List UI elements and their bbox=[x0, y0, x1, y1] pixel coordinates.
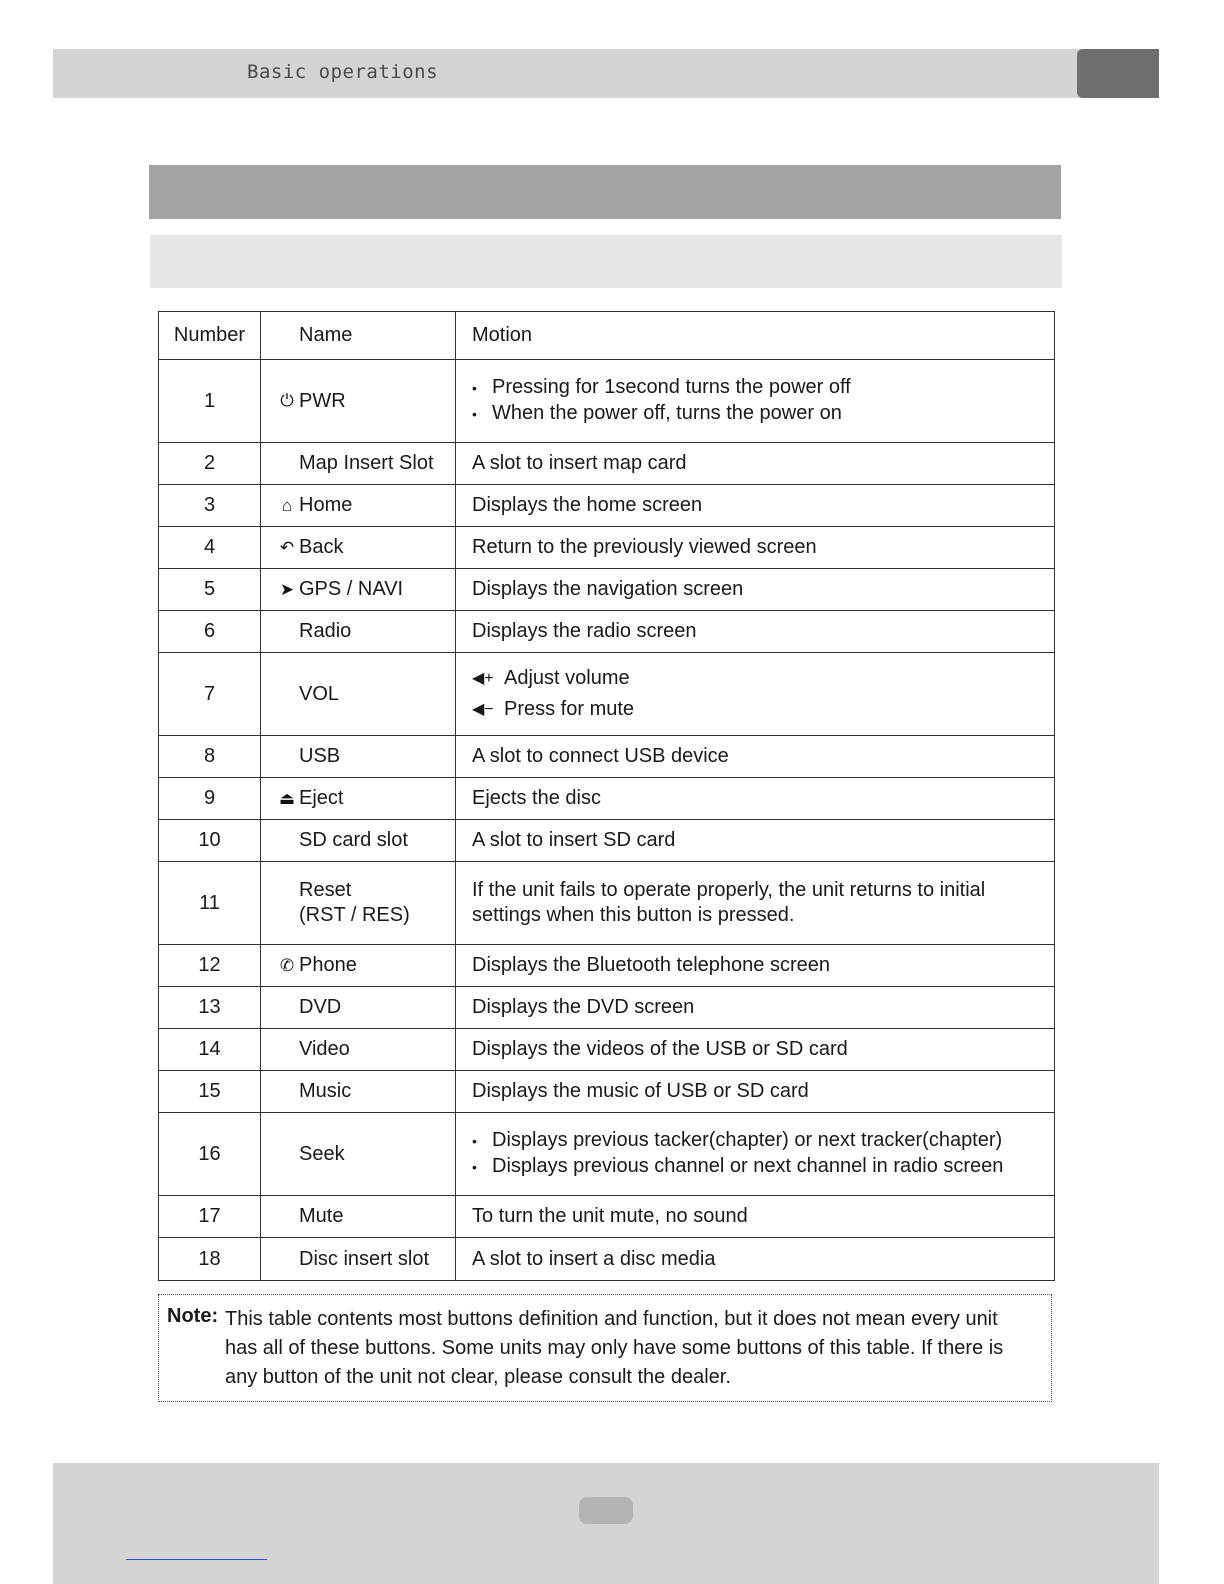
row-number: 13 bbox=[159, 987, 261, 1029]
row-number: 3 bbox=[159, 485, 261, 527]
row-name bbox=[261, 945, 456, 987]
table-row bbox=[159, 987, 1055, 1029]
page-number-pill bbox=[579, 1497, 633, 1524]
row-motion-text: Return to the previously viewed screen bbox=[472, 536, 817, 558]
row-motion bbox=[456, 945, 1055, 987]
row-name-text: USB bbox=[299, 745, 341, 767]
row-name-text: Music bbox=[299, 1080, 352, 1102]
row-motion-text: Ejects the disc bbox=[472, 787, 601, 809]
table-row bbox=[159, 653, 1055, 736]
row-motion-text: A slot to insert SD card bbox=[472, 829, 676, 851]
table-row bbox=[159, 1029, 1055, 1071]
power-icon: ⏻ bbox=[280, 391, 294, 410]
note-label: Note: bbox=[167, 1305, 219, 1327]
row-motion-text: Pressing for 1second turns the power off bbox=[492, 376, 851, 398]
table-row bbox=[159, 820, 1055, 862]
row-name bbox=[261, 527, 456, 569]
bullet-icon: • bbox=[472, 380, 477, 396]
row-motion bbox=[456, 360, 1055, 443]
volume-up-icon: ◀+ bbox=[472, 670, 494, 687]
table-row bbox=[159, 1238, 1055, 1281]
table-row bbox=[159, 569, 1055, 611]
row-name-text: Mute bbox=[299, 1205, 344, 1227]
row-motion-text: Displays previous channel or next channel in radio screen bbox=[492, 1155, 1004, 1177]
row-motion bbox=[456, 778, 1055, 820]
navigation-arrow-icon: ➤ bbox=[279, 579, 295, 599]
row-name-text: Map Insert Slot bbox=[299, 452, 434, 474]
row-name-text: SD card slot bbox=[299, 829, 408, 851]
table-row bbox=[159, 443, 1055, 485]
row-motion-text: Displays the Bluetooth telephone screen bbox=[472, 954, 831, 976]
row-motion bbox=[456, 1029, 1055, 1071]
row-motion-text: A slot to connect USB device bbox=[472, 745, 729, 767]
page-header-title: Basic operations bbox=[247, 61, 439, 83]
row-name bbox=[261, 820, 456, 862]
row-motion-text: Displays the DVD screen bbox=[472, 996, 695, 1018]
table-row bbox=[159, 862, 1055, 945]
row-name-text: PWR bbox=[299, 389, 346, 412]
bullet-icon: • bbox=[472, 406, 477, 422]
row-motion bbox=[456, 736, 1055, 778]
table-row bbox=[159, 360, 1055, 443]
table-row bbox=[159, 778, 1055, 820]
row-motion bbox=[456, 1196, 1055, 1238]
row-name-text: (RST / RES) bbox=[299, 904, 410, 926]
row-number: 7 bbox=[159, 653, 261, 736]
row-name bbox=[261, 1238, 456, 1281]
row-motion bbox=[456, 611, 1055, 653]
table-row bbox=[159, 1196, 1055, 1238]
row-name-text: Eject bbox=[299, 787, 344, 809]
section-subtitle-band bbox=[150, 235, 1062, 288]
header-name: Name bbox=[261, 312, 456, 360]
row-motion-text: Displays the home screen bbox=[472, 494, 703, 516]
row-motion-text: Displays the navigation screen bbox=[472, 578, 744, 600]
row-motion bbox=[456, 527, 1055, 569]
footer-link-underline[interactable] bbox=[126, 1559, 267, 1560]
bullet-icon: • bbox=[472, 1133, 477, 1149]
header-number: Number bbox=[159, 312, 261, 360]
row-name-text: Reset bbox=[299, 879, 352, 901]
row-motion-text: Displays the music of USB or SD card bbox=[472, 1080, 809, 1102]
row-name bbox=[261, 569, 456, 611]
row-name-text: Disc insert slot bbox=[299, 1247, 430, 1270]
note-line: any button of the unit not clear, please consult the dealer. bbox=[225, 1366, 731, 1388]
row-number: 4 bbox=[159, 527, 261, 569]
row-number: 2 bbox=[159, 443, 261, 485]
section-title-band bbox=[149, 165, 1061, 219]
row-motion-text: A slot to insert a disc media bbox=[472, 1247, 716, 1270]
row-motion bbox=[456, 1113, 1055, 1196]
row-name-text: Phone bbox=[299, 954, 357, 976]
note-line: This table contents most buttons definition and function, but it does not mean every unit bbox=[225, 1308, 998, 1330]
row-name bbox=[261, 653, 456, 736]
row-motion bbox=[456, 862, 1055, 945]
row-name bbox=[261, 1029, 456, 1071]
row-motion-text: When the power off, turns the power on bbox=[492, 402, 842, 424]
note-box bbox=[158, 1294, 1052, 1402]
table-row bbox=[159, 1113, 1055, 1196]
phone-icon: ✆ bbox=[279, 955, 295, 975]
header-bar bbox=[53, 49, 1159, 98]
volume-down-icon: ◀− bbox=[472, 701, 494, 718]
row-name bbox=[261, 1113, 456, 1196]
row-number: 1 bbox=[159, 360, 261, 443]
row-motion-text: settings when this button is pressed. bbox=[472, 904, 795, 926]
row-name-text: Home bbox=[299, 494, 353, 516]
row-motion bbox=[456, 485, 1055, 527]
row-name-text: GPS / NAVI bbox=[299, 578, 404, 600]
row-number: 10 bbox=[159, 820, 261, 862]
row-name bbox=[261, 778, 456, 820]
row-motion-text: A slot to insert map card bbox=[472, 452, 687, 474]
eject-icon: ⏏ bbox=[278, 788, 296, 808]
row-number: 12 bbox=[159, 945, 261, 987]
row-name bbox=[261, 987, 456, 1029]
bullet-icon: • bbox=[472, 1159, 477, 1175]
row-name bbox=[261, 1071, 456, 1113]
row-motion bbox=[456, 820, 1055, 862]
row-motion-text: If the unit fails to operate properly, the unit returns to initial bbox=[472, 879, 986, 901]
table-row bbox=[159, 945, 1055, 987]
row-name-text: Seek bbox=[299, 1142, 345, 1165]
header-motion: Motion bbox=[456, 312, 1055, 360]
table-row bbox=[159, 736, 1055, 778]
row-name-text: VOL bbox=[299, 682, 340, 705]
table-row bbox=[159, 1071, 1055, 1113]
home-icon: ⌂ bbox=[281, 495, 293, 515]
note-line: has all of these buttons. Some units may only have some buttons of this table. If there is bbox=[225, 1337, 1004, 1359]
header-tab bbox=[1077, 49, 1159, 98]
row-number: 16 bbox=[159, 1113, 261, 1196]
button-function-table bbox=[158, 311, 1055, 1281]
row-motion-text: Displays the videos of the USB or SD card bbox=[472, 1038, 848, 1060]
row-number: 15 bbox=[159, 1071, 261, 1113]
row-motion bbox=[456, 1238, 1055, 1281]
row-number: 5 bbox=[159, 569, 261, 611]
row-number: 17 bbox=[159, 1196, 261, 1238]
table-row bbox=[159, 485, 1055, 527]
row-motion-text: Adjust volume bbox=[504, 667, 630, 689]
row-motion-text: To turn the unit mute, no sound bbox=[472, 1205, 748, 1227]
row-name bbox=[261, 485, 456, 527]
row-name bbox=[261, 443, 456, 485]
row-name bbox=[261, 611, 456, 653]
table-row bbox=[159, 527, 1055, 569]
row-number: 11 bbox=[159, 862, 261, 945]
row-number: 8 bbox=[159, 736, 261, 778]
row-motion-text: Displays previous tacker(chapter) or next tracker(chapter) bbox=[492, 1129, 1003, 1151]
row-name bbox=[261, 360, 456, 443]
row-motion bbox=[456, 1071, 1055, 1113]
row-number: 6 bbox=[159, 611, 261, 653]
row-name-text: DVD bbox=[299, 996, 342, 1018]
row-motion bbox=[456, 653, 1055, 736]
row-number: 18 bbox=[159, 1238, 261, 1281]
row-name bbox=[261, 862, 456, 945]
row-number: 9 bbox=[159, 778, 261, 820]
table-header-row bbox=[159, 312, 1055, 360]
row-motion-text: Press for mute bbox=[504, 698, 635, 720]
back-icon: ↶ bbox=[279, 537, 295, 557]
row-motion bbox=[456, 569, 1055, 611]
row-name-text: Video bbox=[299, 1038, 350, 1060]
row-name-text: Radio bbox=[299, 620, 352, 642]
note-text bbox=[225, 1305, 1045, 1392]
table-row bbox=[159, 611, 1055, 653]
row-name bbox=[261, 1196, 456, 1238]
row-motion bbox=[456, 443, 1055, 485]
row-motion bbox=[456, 987, 1055, 1029]
row-name-text: Back bbox=[299, 536, 344, 558]
row-motion-text: Displays the radio screen bbox=[472, 620, 697, 642]
row-number: 14 bbox=[159, 1029, 261, 1071]
row-name bbox=[261, 736, 456, 778]
